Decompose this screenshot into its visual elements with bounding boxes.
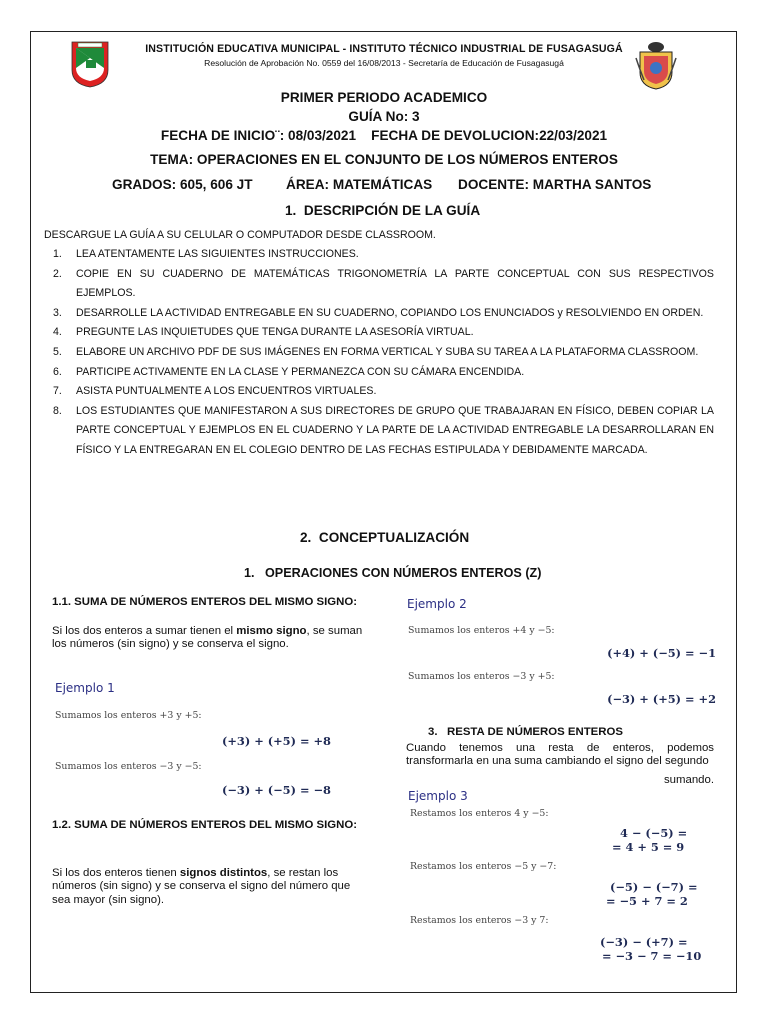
s12-text-b: , se restan los números (sin signo) y se conserva el signo del número que sea mayor (sin signo). — [52, 867, 351, 906]
s3-heading — [428, 726, 623, 738]
instruction-item — [42, 343, 714, 363]
instruction-text: ASISTA PUNTUALMENTE A LOS ENCUENTROS VIRTUALES. — [76, 385, 377, 398]
instruction-text: COPIE EN SU CUADERNO DE MATEMÁTICAS TRIGONOMETRÍA LA PARTE CONCEPTUAL CON SUS RESPECTIVOS EJEMPLOS. — [76, 267, 714, 300]
guide-number: GUÍA No: 3 — [348, 109, 420, 124]
example2-math2: (−3) + (+5) = +2 — [607, 692, 716, 706]
section2-number: 2. — [300, 530, 312, 545]
s12-text-a: Si los dos enteros tienen — [52, 867, 180, 879]
subsection-heading — [244, 566, 541, 580]
instruction-item — [42, 265, 714, 304]
example3-title: Ejemplo 3 — [408, 789, 468, 803]
example1-math2: (−3) + (−5) = −8 — [222, 783, 331, 797]
instruction-number: 6. — [53, 365, 62, 378]
download-instruction: DESCARGUE LA GUÍA A SU CELULAR O COMPUTADOR DESDE CLASSROOM. — [44, 229, 436, 241]
example3-math2b: = −5 + 7 = 2 — [606, 894, 688, 908]
instruction-text: PARTICIPE ACTIVAMENTE EN LA CLASE Y PERMANEZCA CON SU CÁMARA ENCENDIDA. — [76, 365, 525, 378]
example3-line1: Restamos los enteros 4 y −5: — [410, 808, 549, 819]
teacher: DOCENTE: MARTHA SANTOS — [458, 177, 652, 192]
dates-line: FECHA DE INICIO¨: 08/03/2021 FECHA DE DEVOLUCION:22/03/2021 — [160, 128, 608, 143]
instruction-text: LOS ESTUDIANTES QUE MANIFESTARON A SUS DIRECTORES DE GRUPO QUE TRABAJARAN EN FÍSICO, DEBEN COPIAR LA PARTE CONCEPTUAL Y EJEMPLOS EN EL CUADERNO Y LA PARTE DE LA ACTIVIDAD ENTREGABLE LA DESARROLLARAN EN FÍSICO Y LA ENTREGARAN EN EL COLEGIO DENTRO DE LAS FECHAS ESTIPULADA Y DEBIDAMENTE MARCADA. — [76, 404, 714, 456]
example3-line3: Restamos los enteros −3 y 7: — [410, 915, 549, 926]
instruction-item — [42, 245, 714, 265]
instruction-number: 3. — [53, 306, 62, 319]
instruction-number: 1. — [53, 248, 62, 260]
instruction-number: 2. — [53, 267, 62, 280]
section1-heading — [285, 203, 480, 218]
grades: GRADOS: 605, 606 JT — [112, 177, 253, 192]
instruction-text: LEA ATENTAMENTE LAS SIGUIENTES INSTRUCCIONES. — [76, 248, 359, 260]
instruction-text: ELABORE UN ARCHIVO PDF DE SUS IMÁGENES EN FORMA VERTICAL Y SUBA SU TAREA A LA PLATAFORMA CLASSROOM. — [76, 345, 699, 358]
example3-math1b: = 4 + 5 = 9 — [612, 840, 685, 854]
example1-line1: Sumamos los enteros +3 y +5: — [55, 710, 202, 721]
example3-line2: Restamos los enteros −5 y −7: — [410, 861, 557, 872]
s11-text-a: Si los dos enteros a sumar tienen el — [52, 625, 237, 637]
s11-text-bold: mismo signo — [236, 625, 307, 637]
section1-title: DESCRIPCIÓN DE LA GUÍA — [303, 203, 481, 218]
example2-line2: Sumamos los enteros −3 y +5: — [408, 671, 555, 682]
section2-heading — [300, 530, 469, 545]
area: ÁREA: MATEMÁTICAS — [286, 177, 433, 192]
s11-text-b: , se suman los números (sin signo) y se conserva el signo. — [52, 625, 363, 651]
institution-name: INSTITUCIÓN EDUCATIVA MUNICIPAL - INSTITUTO TÉCNICO INDUSTRIAL DE FUSAGASUGÁ — [145, 43, 623, 55]
section2-title: CONCEPTUALIZACIÓN — [318, 530, 470, 545]
example3-math3a: (−3) − (+7) = — [600, 935, 688, 949]
instruction-item — [42, 304, 714, 324]
instructions-list — [42, 245, 714, 461]
s3-number: 3. — [428, 726, 438, 738]
instruction-item — [42, 323, 714, 343]
period-title: PRIMER PERIODO ACADEMICO — [280, 90, 488, 105]
example3-math3b: = −3 − 7 = −10 — [602, 949, 702, 963]
instruction-text: PREGUNTE LAS INQUIETUDES QUE TENGA DURANTE LA ASESORÍA VIRTUAL. — [76, 326, 474, 339]
example1-title: Ejemplo 1 — [55, 681, 115, 695]
example1-math1: (+3) + (+5) = +8 — [222, 734, 331, 748]
instruction-number: 7. — [53, 385, 62, 398]
instruction-number: 8. — [53, 404, 62, 417]
topic-line: TEMA: OPERACIONES EN EL CONJUNTO DE LOS NÚMEROS ENTEROS — [150, 152, 618, 167]
subsection-number: 1. — [244, 566, 255, 580]
example2-math1: (+4) + (−5) = −1 — [607, 646, 716, 660]
section1-number: 1. — [285, 203, 297, 218]
instruction-item — [42, 363, 714, 383]
s12-title: 1.2. SUMA DE NÚMEROS ENTEROS DEL MISMO SIGNO: — [52, 819, 358, 831]
example2-title: Ejemplo 2 — [407, 597, 467, 611]
s11-paragraph — [52, 625, 370, 652]
example2-line1: Sumamos los enteros +4 y −5: — [408, 625, 555, 636]
example3-math1a: 4 − (−5) = — [620, 826, 688, 840]
s3-title: RESTA DE NÚMEROS ENTEROS — [447, 726, 623, 738]
s3-paragraph-end: sumando. — [663, 774, 714, 786]
instruction-number: 5. — [53, 345, 62, 358]
s12-paragraph — [52, 867, 364, 907]
s12-text-bold: signos distintos — [179, 867, 268, 879]
example1-line2: Sumamos los enteros −3 y −5: — [55, 761, 202, 772]
instruction-item — [42, 382, 714, 402]
subsection-title: OPERACIONES CON NÚMEROS ENTEROS (Z) — [265, 566, 542, 580]
instruction-text: DESARROLLE LA ACTIVIDAD ENTREGABLE EN SU CUADERNO, COPIANDO LOS ENUNCIADOS y RESOLVIENDO EN ORDEN. — [76, 306, 704, 319]
instruction-number: 4. — [53, 326, 62, 339]
resolution-line: Resolución de Aprobación No. 0559 del 16/08/2013 - Secretaría de Educación de Fusagasugá — [204, 58, 564, 68]
s11-title: 1.1. SUMA DE NÚMEROS ENTEROS DEL MISMO SIGNO: — [52, 596, 358, 608]
instruction-item — [42, 402, 714, 461]
example3-math2a: (−5) − (−7) = — [610, 880, 698, 894]
s3-paragraph: Cuando tenemos una resta de enteros, podemos transformarla en una suma cambiando el signo del segundo — [406, 742, 714, 768]
